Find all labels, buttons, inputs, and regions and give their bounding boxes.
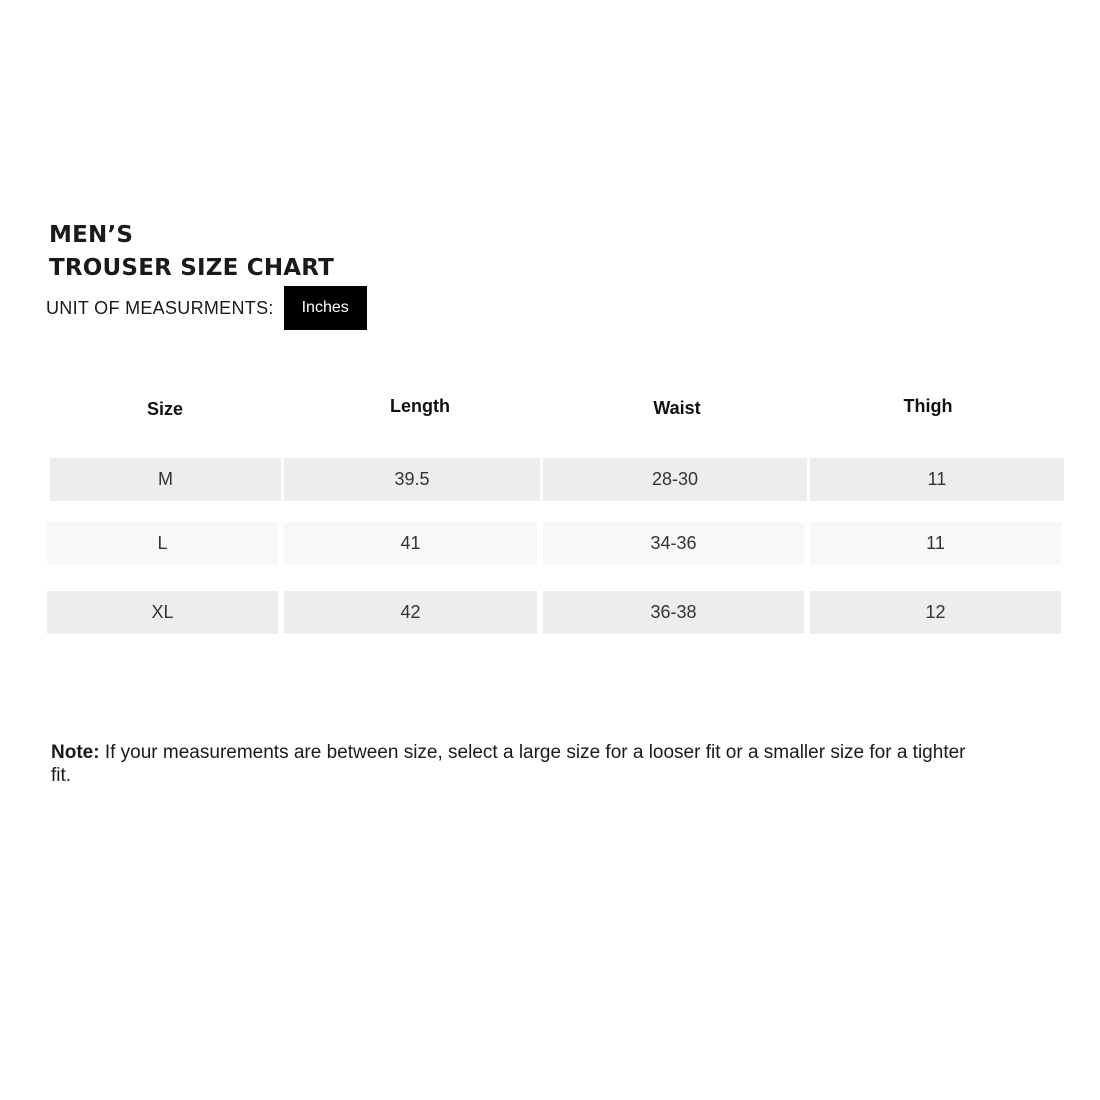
cell-length: 39.5	[284, 458, 540, 501]
cell-waist: 34-36	[543, 522, 804, 565]
cell-waist: 36-38	[543, 591, 804, 634]
cell-length: 42	[284, 591, 537, 634]
column-header-thigh: Thigh	[903, 396, 953, 416]
cell-size: L	[47, 522, 278, 565]
cell-waist: 28-30	[543, 458, 807, 501]
cell-size: XL	[47, 591, 278, 634]
note-label: Note:	[51, 742, 100, 763]
unit-label: UNIT OF MEASURMENTS:	[46, 297, 274, 318]
column-header-length: Length	[390, 396, 450, 416]
cell-thigh: 11	[810, 458, 1064, 501]
column-header-waist: Waist	[653, 398, 701, 418]
fit-note	[51, 741, 971, 787]
page-title-line2: TROUSER SIZE CHART	[49, 255, 335, 281]
cell-thigh: 12	[810, 591, 1061, 634]
cell-length: 41	[284, 522, 537, 565]
unit-selector	[46, 286, 367, 330]
column-header-size: Size	[146, 399, 184, 419]
cell-size: M	[50, 458, 281, 501]
page-title-line1: MEN’S	[49, 222, 134, 248]
unit-button-inches[interactable]: Inches	[284, 286, 367, 330]
note-text: If your measurements are between size, select a large size for a looser fit or a smaller size for a tighter fit.	[51, 742, 966, 786]
cell-thigh: 11	[810, 522, 1061, 565]
